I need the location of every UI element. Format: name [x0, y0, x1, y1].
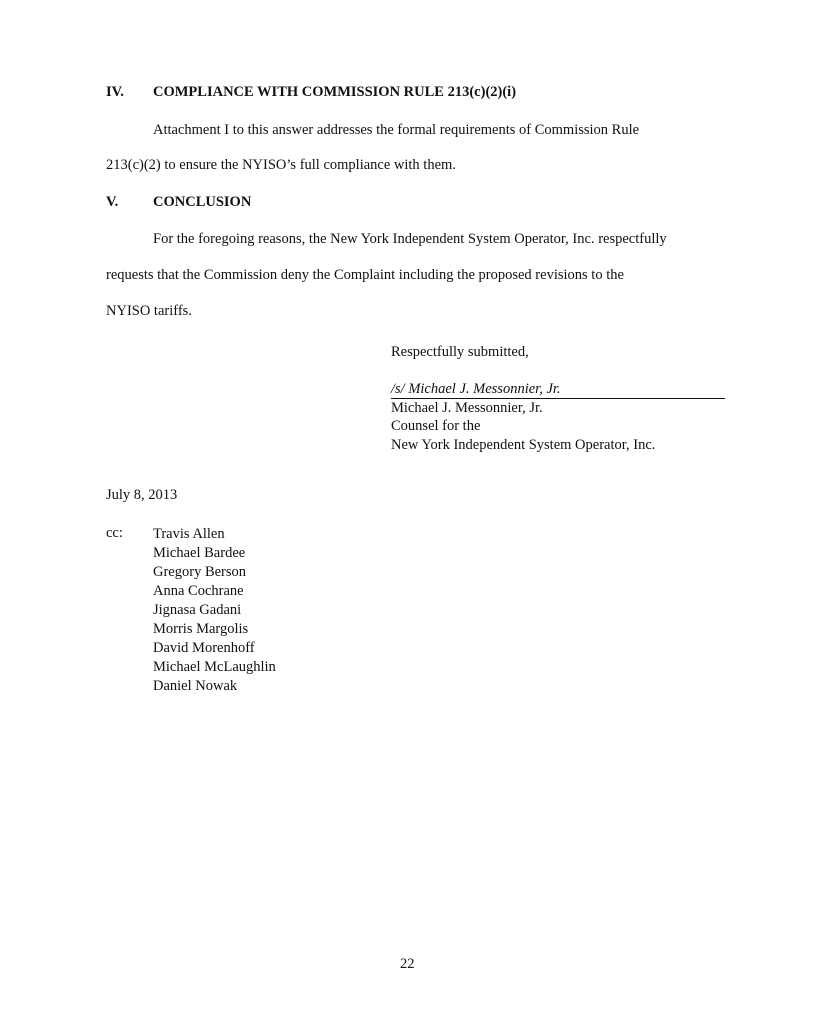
page-number: 22: [400, 956, 415, 972]
cc-recipient: Travis Allen: [153, 526, 225, 542]
cc-recipient: Daniel Nowak: [153, 678, 238, 694]
paragraph-conclusion-line1: For the foregoing reasons, the New York Independent System Operator, Inc. respectfully: [153, 231, 667, 247]
closing-text: Respectfully submitted,: [391, 344, 529, 360]
signer-role-line1: Counsel for the: [391, 418, 481, 434]
section-number-v: V.: [106, 194, 119, 210]
cc-recipient: Gregory Berson: [153, 564, 247, 580]
document-date: July 8, 2013: [106, 487, 178, 503]
paragraph-compliance-line1: Attachment I to this answer addresses the formal requirements of Commission Rule: [153, 122, 640, 138]
signer-name: Michael J. Messonnier, Jr.: [391, 400, 543, 416]
cc-recipient-list: [153, 525, 276, 696]
paragraph-compliance-line2: 213(c)(2) to ensure the NYISO’s full compliance with them.: [106, 157, 456, 173]
cc-recipient: Morris Margolis: [153, 621, 249, 637]
cc-recipient: Michael Bardee: [153, 545, 246, 561]
section-number-iv: IV.: [106, 84, 124, 100]
cc-recipient: Jignasa Gadani: [153, 602, 242, 618]
section-title-conclusion: CONCLUSION: [153, 194, 252, 210]
paragraph-conclusion-line3: NYISO tariffs.: [106, 303, 192, 319]
cc-recipient: Anna Cochrane: [153, 583, 244, 599]
section-title-compliance: COMPLIANCE WITH COMMISSION RULE 213(c)(2)(i): [153, 84, 517, 100]
cc-recipient: David Morenhoff: [153, 640, 255, 656]
electronic-signature: /s/ Michael J. Messonnier, Jr.: [391, 381, 561, 397]
cc-recipient: Michael McLaughlin: [153, 659, 276, 675]
signer-role-line2: New York Independent System Operator, Inc.: [391, 437, 656, 453]
paragraph-conclusion-line2: requests that the Commission deny the Complaint including the proposed revisions to the: [106, 267, 624, 283]
signature-line: [391, 398, 725, 399]
cc-label: cc:: [106, 525, 123, 541]
